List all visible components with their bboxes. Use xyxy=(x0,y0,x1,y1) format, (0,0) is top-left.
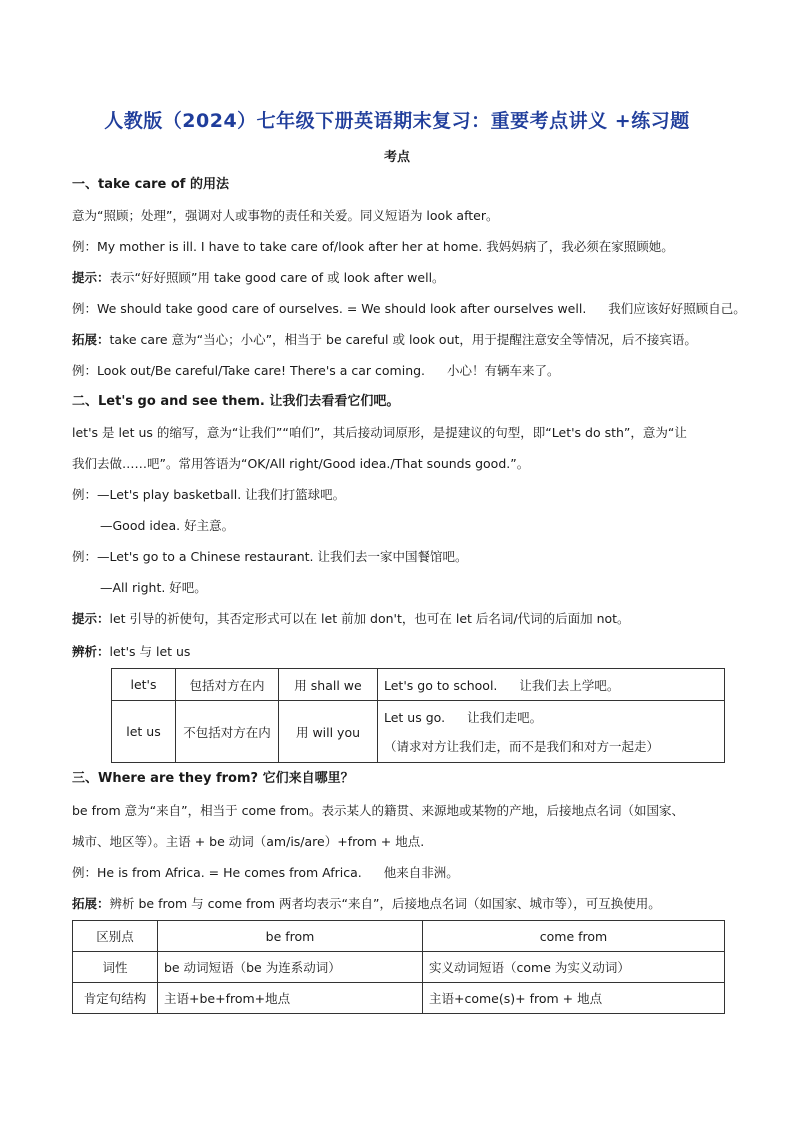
section-2-analysis xyxy=(72,643,190,661)
table-row xyxy=(73,952,725,983)
table-header-cell: be from xyxy=(158,921,423,952)
section-1-example-1: 例：My mother is ill. I have to take care of/look after her at home. 我妈妈病了，我必须在家照顾她。 xyxy=(72,239,674,254)
table-cell xyxy=(378,669,725,701)
table-cell: be 动词短语（be 为连系动词） xyxy=(158,952,423,983)
example-cn: 小心！有辆车来了。 xyxy=(447,363,560,378)
example-en: 例：Look out/Be careful/Take care! There's a car coming. xyxy=(72,363,426,378)
extension-label: 拓展： xyxy=(72,332,110,347)
tip-label: 提示： xyxy=(72,611,110,626)
table-cell: 包括对方在内 xyxy=(176,669,279,701)
section-2-example-2b: —All right. 好吧。 xyxy=(100,580,207,595)
table-cell: 用 shall we xyxy=(279,669,378,701)
page-title: 人教版（2024）七年级下册英语期末复习：重要考点讲义 +练习题 xyxy=(104,110,690,132)
table-row xyxy=(73,983,725,1014)
section-2-example-2a: 例：—Let's go to a Chinese restaurant. 让我们去一家中国餐馆吧。 xyxy=(72,549,468,564)
table-header-cell: come from xyxy=(423,921,725,952)
example-en: 例：He is from Africa. = He comes from Africa. xyxy=(72,865,362,880)
table-header-cell: 区别点 xyxy=(73,921,158,952)
table-cell: 主语+be+from+地点 xyxy=(158,983,423,1014)
table-cell xyxy=(378,701,725,763)
section-3-paragraph-1: be from 意为“来自”，相当于 come from。表示某人的籍贯、来源地或某物的产地，后接地点名词（如国家、 xyxy=(72,803,685,818)
analysis-text: let's 与 let us xyxy=(109,644,191,659)
section-2-paragraph-1: let's 是 let us 的缩写，意为“让我们”“咱们”，其后接动词原形，是提建议的句型，即“Let's do sth”，意为“让 xyxy=(72,425,687,440)
table-cell: 用 will you xyxy=(279,701,378,763)
extension-text: take care 意为“当心；小心”，相当于 be careful 或 look out，用于提醒注意安全等情况，后不接宾语。 xyxy=(109,332,697,347)
example-cn: 他来自非洲。 xyxy=(383,865,459,880)
be-from-vs-come-from-table xyxy=(72,920,725,1014)
section-1-definition: 意为“照顾；处理”，强调对人或事物的责任和关爱。同义短语为 look after。 xyxy=(72,208,499,223)
section-3-example xyxy=(72,864,459,882)
section-2-paragraph-2: 我们去做……吧”。常用答语为“OK/All right/Good idea./That sounds good.”。 xyxy=(72,456,530,471)
table-cell: 实义动词短语（come 为实义动词） xyxy=(423,952,725,983)
section-2-example-1b: —Good idea. 好主意。 xyxy=(100,518,235,533)
table-row xyxy=(112,701,725,763)
cell-en: Let's go to school. xyxy=(384,677,498,693)
table-cell: 主语+come(s)+ from + 地点 xyxy=(423,983,725,1014)
section-1-heading: 一、take care of 的用法 xyxy=(72,177,229,192)
table-cell: let's xyxy=(112,669,176,701)
section-2-tip xyxy=(72,610,630,628)
cell-cn: 让我们去上学吧。 xyxy=(519,677,620,693)
section-1-example-3 xyxy=(72,362,560,380)
table-cell: 不包括对方在内 xyxy=(176,701,279,763)
section-3-heading: 三、Where are they from? 它们来自哪里？ xyxy=(72,771,354,786)
section-1-extension xyxy=(72,331,697,349)
section-2-heading: 二、Let's go and see them. 让我们去看看它们吧。 xyxy=(72,394,400,409)
extension-text: 辨析 be from 与 come from 两者均表示“来自”，后接地点名词（如国家、城市等），可互换使用。 xyxy=(109,896,661,911)
extension-label: 拓展： xyxy=(72,896,110,911)
cell-cn: 让我们走吧。 xyxy=(467,709,543,725)
page-subtitle: 考点 xyxy=(383,150,410,165)
cell-note: （请求对方让我们走，而不是我们和对方一起走） xyxy=(384,738,660,754)
tip-text: let 引导的祈使句，其否定形式可以在 let 前加 don't，也可在 let 后名词/代词的后面加 not。 xyxy=(109,611,630,626)
lets-vs-let-us-table xyxy=(111,668,725,763)
section-3-paragraph-2: 城市、地区等）。主语 + be 动词（am/is/are）+from + 地点. xyxy=(72,834,425,849)
analysis-label: 辨析： xyxy=(72,644,110,659)
table-header-row xyxy=(73,921,725,952)
section-1-example-2 xyxy=(72,300,746,318)
section-3-extension xyxy=(72,895,661,913)
tip-text: 表示“好好照顾”用 take good care of 或 look after well。 xyxy=(109,270,445,285)
cell-en: Let us go. xyxy=(384,709,446,725)
cell-line xyxy=(384,703,718,732)
tip-label: 提示： xyxy=(72,270,110,285)
table-cell: 词性 xyxy=(73,952,158,983)
example-cn: 我们应该好好照顾自己。 xyxy=(608,301,746,316)
section-2-example-1a: 例：—Let's play basketball. 让我们打篮球吧。 xyxy=(72,487,346,502)
table-cell: let us xyxy=(112,701,176,763)
example-en: 例：We should take good care of ourselves. = We should look after ourselves well. xyxy=(72,301,587,316)
table-cell: 肯定句结构 xyxy=(73,983,158,1014)
section-1-tip xyxy=(72,269,445,287)
table-row xyxy=(112,669,725,701)
